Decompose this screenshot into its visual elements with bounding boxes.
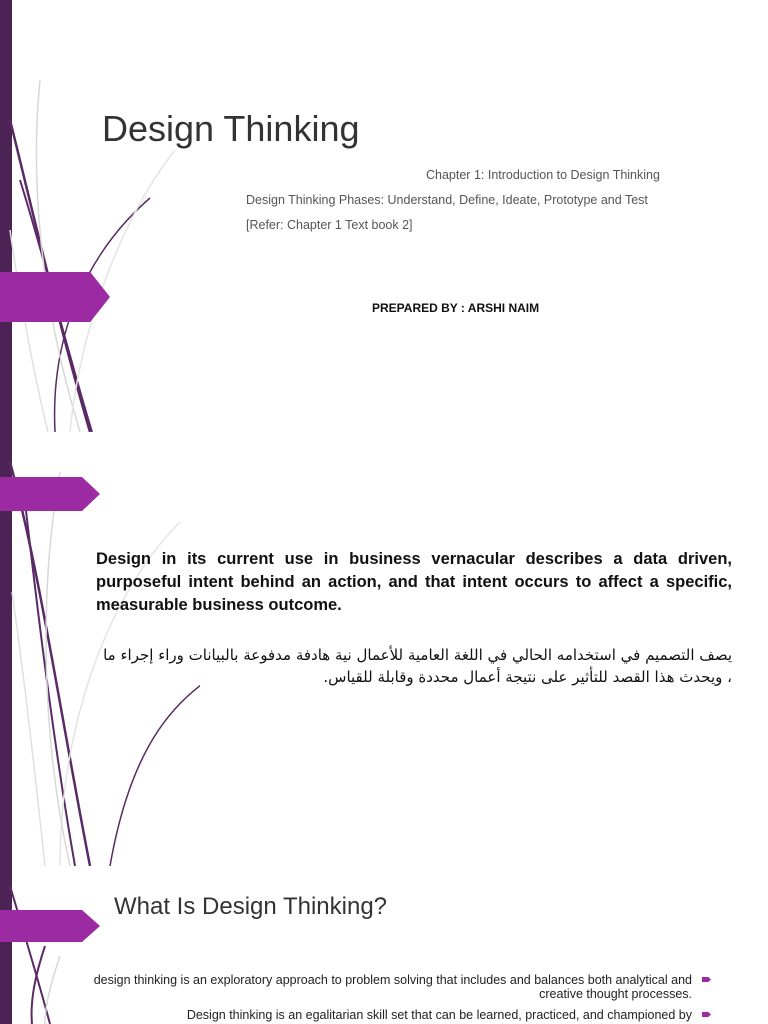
prepared-by: PREPARED BY : ARSHI NAIM	[372, 301, 540, 315]
definition-english: Design in its current use in business vernacular describes a data driven, purposeful intent behind an action, and that intent occurs to affect a specific, measurable business outcome.	[96, 550, 732, 614]
accent-arrow	[0, 477, 100, 511]
decorative-swoosh	[0, 0, 200, 432]
reference-line: [Refer: Chapter 1 Text book 2]	[246, 218, 413, 232]
bullet-item: design thinking is an exploratory approach to problem solving that includes and balances both analytical and creative thought processes.	[93, 973, 692, 1001]
chapter-line: Chapter 1: Introduction to Design Thinking	[426, 168, 660, 182]
accent-arrow	[0, 910, 100, 942]
slide-title	[0, 0, 768, 432]
definition-arabic: يصف التصميم في استخدامه الحالي في اللغة العامية للأعمال نية هادفة مدفوعة بالبيانات وراء إجراء ما ، ويحدث هذا القصد للتأثير على نتيجة أعمال محددة وقابلة للقياس.	[103, 646, 732, 686]
accent-arrow	[0, 272, 110, 322]
slide-title-text: Design Thinking	[102, 108, 360, 149]
phases-line: Design Thinking Phases: Understand, Define, Ideate, Prototype and Test	[246, 193, 648, 207]
section-title: What Is Design Thinking?	[114, 893, 388, 920]
bullet-item: Design thinking is an egalitarian skill set that can be learned, practiced, and championed by	[186, 1008, 692, 1022]
